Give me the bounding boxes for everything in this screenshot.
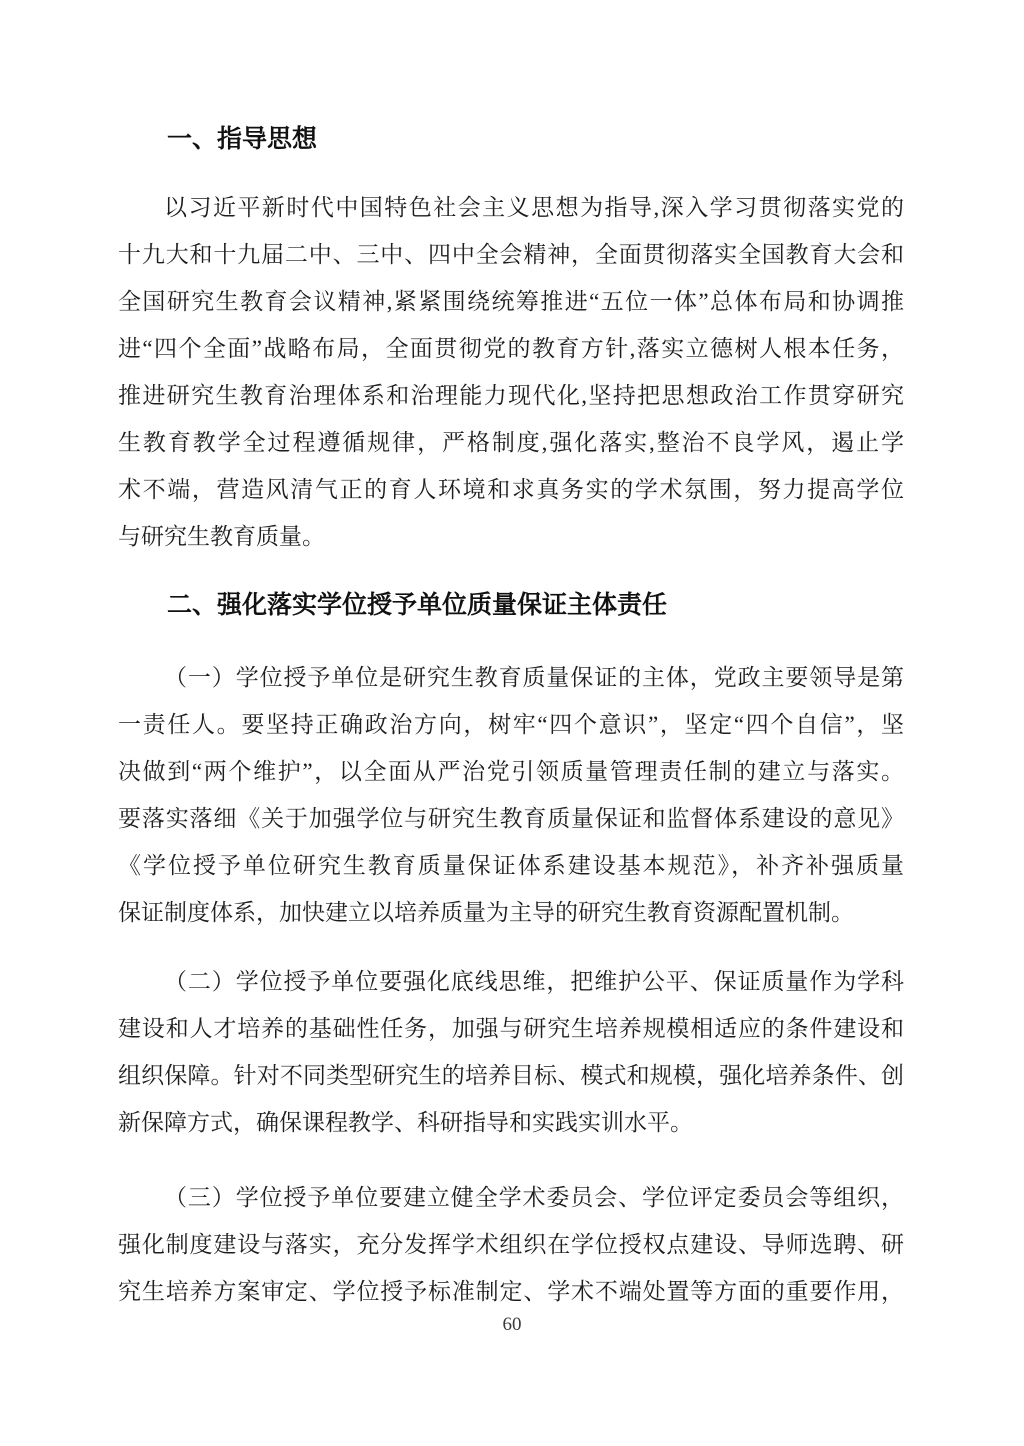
text-line: 新保障方式，确保课程教学、科研指导和实践实训水平。 bbox=[118, 1110, 693, 1135]
text-line: 一责任人。要坚持正确政治方向，树牢“四个意识”，坚定“四个自信”，坚 bbox=[118, 712, 904, 737]
text-line: 决做到“两个维护”，以全面从严治党引领质量管理责任制的建立与落实。 bbox=[118, 759, 904, 784]
text-line: 以习近平新时代中国特色社会主义思想为指导,深入学习贯彻落实党的 bbox=[164, 195, 904, 220]
text-line: 强化制度建设与落实，充分发挥学术组织在学位授权点建设、导师选聘、研 bbox=[118, 1232, 904, 1257]
text-line: 进“四个全面”战略布局，全面贯彻党的教育方针,落实立德树人根本任务， bbox=[118, 336, 904, 361]
page-content bbox=[118, 0, 904, 1315]
text-line: 推进研究生教育治理体系和治理能力现代化,坚持把思想政治工作贯穿研究 bbox=[118, 383, 904, 408]
text-line: （一）学位授予单位是研究生教育质量保证的主体，党政主要领导是第 bbox=[164, 665, 904, 690]
text-line: （三）学位授予单位要建立健全学术委员会、学位评定委员会等组织， bbox=[164, 1185, 904, 1210]
text-line: 保证制度体系，加快建立以培养质量为主导的研究生教育资源配置机制。 bbox=[118, 900, 854, 925]
text-line: （二）学位授予单位要强化底线思维，把维护公平、保证质量作为学科 bbox=[164, 969, 904, 994]
section-2-heading: 二、强化落实学位授予单位质量保证主体责任 bbox=[167, 590, 668, 619]
paragraph-item-2 bbox=[118, 958, 904, 1146]
text-line: 建设和人才培养的基础性任务，加强与研究生培养规模相适应的条件建设和 bbox=[118, 1016, 904, 1041]
text-line: 生教育教学全过程遵循规律，严格制度,强化落实,整治不良学风，遏止学 bbox=[118, 430, 904, 455]
text-line: 组织保障。针对不同类型研究生的培养目标、模式和规模，强化培养条件、创 bbox=[118, 1063, 904, 1088]
paragraph-item-1 bbox=[118, 654, 904, 936]
section-1-heading: 一、指导思想 bbox=[167, 124, 318, 153]
page-number: 60 bbox=[502, 1314, 522, 1335]
text-line: 全国研究生教育会议精神,紧紧围绕统筹推进“五位一体”总体布局和协调推 bbox=[118, 289, 904, 314]
paragraph-guiding-ideology bbox=[118, 184, 904, 560]
text-line: 术不端，营造风清气正的育人环境和求真务实的学术氛围，努力提高学位 bbox=[118, 477, 904, 502]
text-line: 十九大和十九届二中、三中、四中全会精神，全面贯彻落实全国教育大会和 bbox=[118, 242, 904, 267]
text-line: 与研究生教育质量。 bbox=[118, 524, 325, 549]
text-line: 《学位授予单位研究生教育质量保证体系建设基本规范》，补齐补强质量 bbox=[118, 853, 904, 878]
paragraph-item-3 bbox=[118, 1174, 904, 1315]
text-line: 究生培养方案审定、学位授予标准制定、学术不端处置等方面的重要作用， bbox=[118, 1279, 904, 1304]
text-line: 要落实落细《关于加强学位与研究生教育质量保证和监督体系建设的意见》 bbox=[118, 806, 904, 831]
